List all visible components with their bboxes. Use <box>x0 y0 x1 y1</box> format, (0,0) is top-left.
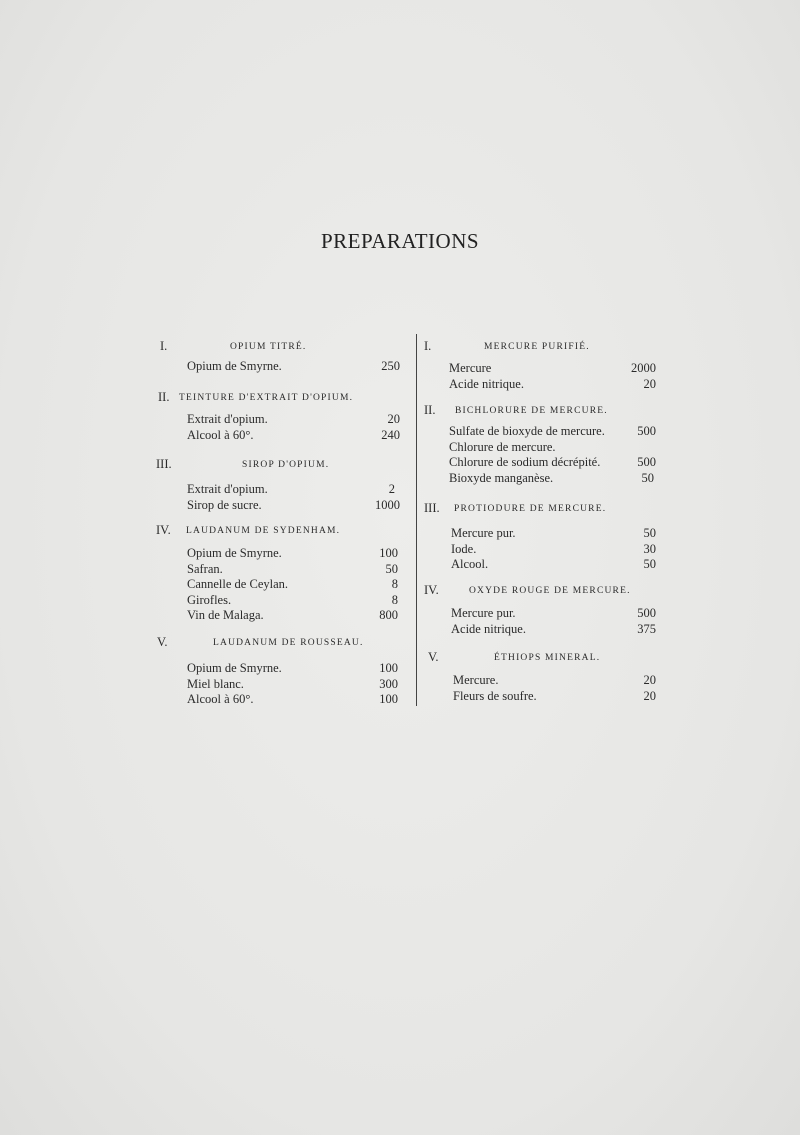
ingredient-name: Mercure pur. <box>451 526 516 540</box>
ingredient-row <box>424 556 656 572</box>
ingredient-name: Mercure <box>449 361 492 375</box>
ingredient-row <box>424 672 656 688</box>
section-title: TEINTURE D'EXTRAIT D'OPIUM. <box>179 393 354 403</box>
ingredient-name: Cannelle de Ceylan. <box>187 577 289 591</box>
ingredient-name: Fleurs de soufre. <box>453 688 537 703</box>
section-numeral: V. <box>157 635 168 649</box>
page-title: PREPARATIONS <box>320 229 480 253</box>
ingredient-row <box>424 621 656 637</box>
section-title: PROTIODURE DE MERCURE. <box>454 504 607 514</box>
ingredient-row <box>160 660 400 676</box>
ingredient-name: Safran. <box>187 561 223 576</box>
section-header <box>160 338 400 354</box>
section-title: LAUDANUM DE ROUSSEAU. <box>213 638 364 648</box>
ingredient-name: Extrait d'opium. <box>187 412 268 426</box>
ingredient-qty: 375 <box>637 621 656 636</box>
ingredient-name: Mercure pur. <box>451 606 516 620</box>
ingredient-qty: 20 <box>643 376 656 391</box>
ingredient-qty: 20 <box>643 688 656 703</box>
recipe-section <box>156 522 400 623</box>
ingredient-qty: 250 <box>381 359 400 373</box>
ingredient-name: Opium de Smyrne. <box>187 359 282 373</box>
section-header <box>424 582 656 598</box>
ingredient-row <box>160 497 400 513</box>
section-header <box>157 634 400 650</box>
section-header <box>160 389 400 405</box>
ingredient-name: Alcool à 60°. <box>187 692 254 706</box>
section-header <box>156 456 400 472</box>
ingredient-qty: 300 <box>379 676 398 691</box>
ingredient-row <box>424 360 656 376</box>
ingredient-row <box>424 605 656 621</box>
ingredient-row <box>160 545 400 561</box>
ingredient-name: Sirop de sucre. <box>187 497 262 512</box>
ingredient-qty: 100 <box>379 661 398 675</box>
section-numeral: III. <box>156 457 172 471</box>
ingredient-row <box>160 427 400 443</box>
section-title: OPIUM TITRÉ. <box>230 342 307 352</box>
ingredient-qty: 50 <box>643 557 656 571</box>
section-header <box>424 649 656 665</box>
ingredient-qty: 8 <box>391 592 398 607</box>
section-numeral: IV. <box>156 523 171 537</box>
recipe-section <box>156 456 400 512</box>
ingredient-qty: 30 <box>643 541 656 556</box>
ingredient-row <box>424 688 656 704</box>
ingredient-row <box>160 691 400 707</box>
ingredient-qty: 20 <box>643 673 656 687</box>
ingredient-row <box>160 592 400 608</box>
section-numeral: I. <box>160 339 168 353</box>
ingredient-qty: 100 <box>379 546 398 560</box>
column-divider <box>416 334 417 706</box>
section-numeral: I. <box>424 339 432 353</box>
ingredient-qty: 2 <box>388 482 395 496</box>
ingredient-name: Vin de Malaga. <box>187 608 264 622</box>
section-header <box>424 338 656 354</box>
ingredient-qty: 50 <box>643 526 656 540</box>
ingredient-name: Bioxyde manganèse. <box>449 470 554 485</box>
section-numeral: II. <box>158 390 170 404</box>
ingredient-name: Alcool à 60°. <box>187 427 254 442</box>
ingredient-row <box>160 561 400 577</box>
ingredient-row <box>160 607 400 623</box>
ingredient-qty: 500 <box>637 455 656 469</box>
ingredient-name: Chlorure de mercure. <box>449 439 556 454</box>
ingredient-row <box>424 423 656 439</box>
ingredient-name: Acide nitrique. <box>449 376 524 391</box>
show-through-bleed <box>0 130 800 151</box>
ingredient-name: Sulfate de bioxyde de mercure. <box>449 424 605 438</box>
ingredient-qty: 100 <box>379 692 398 706</box>
ingredient-qty: 8 <box>391 577 398 591</box>
ingredient-qty: 500 <box>637 606 656 620</box>
section-header <box>424 500 656 516</box>
ingredient-qty: 20 <box>387 412 400 426</box>
ingredient-row <box>424 525 656 541</box>
section-title: LAUDANUM DE SYDENHAM. <box>186 526 341 536</box>
ingredient-name: Chlorure de sodium décrépité. <box>449 455 601 469</box>
ingredient-row <box>160 411 400 427</box>
recipe-section <box>160 338 400 374</box>
section-title: MERCURE PURIFIÉ. <box>484 342 590 352</box>
recipe-section <box>424 649 656 703</box>
ingredient-qty: 50 <box>641 470 654 485</box>
recipe-section <box>157 634 400 707</box>
ingredient-name: Opium de Smyrne. <box>187 546 282 560</box>
ingredient-qty: 2000 <box>631 361 656 375</box>
ingredient-qty: 50 <box>385 561 398 576</box>
recipe-section <box>424 582 656 636</box>
ingredient-name: Mercure. <box>453 673 499 687</box>
recipe-section <box>424 500 656 572</box>
section-header <box>424 402 656 418</box>
ingredient-name: Girofles. <box>187 592 232 607</box>
ingredient-name: Opium de Smyrne. <box>187 661 282 675</box>
ingredient-row <box>424 541 656 557</box>
ingredient-row <box>424 376 656 392</box>
ingredient-name: Alcool. <box>451 557 489 571</box>
section-numeral: V. <box>428 650 439 664</box>
ingredient-row <box>160 481 400 497</box>
show-through-bleed <box>0 745 800 771</box>
ingredient-qty: 800 <box>379 608 398 622</box>
section-title: SIROP D'OPIUM. <box>242 460 330 470</box>
recipe-section <box>424 338 656 391</box>
ingredient-qty: 500 <box>637 424 656 438</box>
section-numeral: III. <box>424 501 440 515</box>
ingredient-row <box>160 576 400 592</box>
section-header <box>156 522 400 538</box>
ingredient-row <box>160 358 400 374</box>
recipe-section <box>424 402 656 485</box>
ingredient-name: Miel blanc. <box>187 676 244 691</box>
section-numeral: IV. <box>424 583 439 597</box>
recipe-section <box>160 389 400 442</box>
section-title: BICHLORURE DE MERCURE. <box>455 406 608 416</box>
section-numeral: II. <box>424 403 436 417</box>
ingredient-row <box>160 676 400 692</box>
ingredient-row <box>424 439 656 455</box>
ingredient-name: Iode. <box>451 541 477 556</box>
ingredient-row <box>424 454 656 470</box>
section-title: ÉTHIOPS MINERAL. <box>494 653 601 663</box>
ingredient-name: Acide nitrique. <box>451 621 526 636</box>
ingredient-qty: 240 <box>381 427 400 442</box>
ingredient-row <box>424 470 656 486</box>
ingredient-name: Extrait d'opium. <box>187 482 268 496</box>
section-title: OXYDE ROUGE DE MERCURE. <box>469 586 631 596</box>
ingredient-qty: 1000 <box>375 497 400 512</box>
